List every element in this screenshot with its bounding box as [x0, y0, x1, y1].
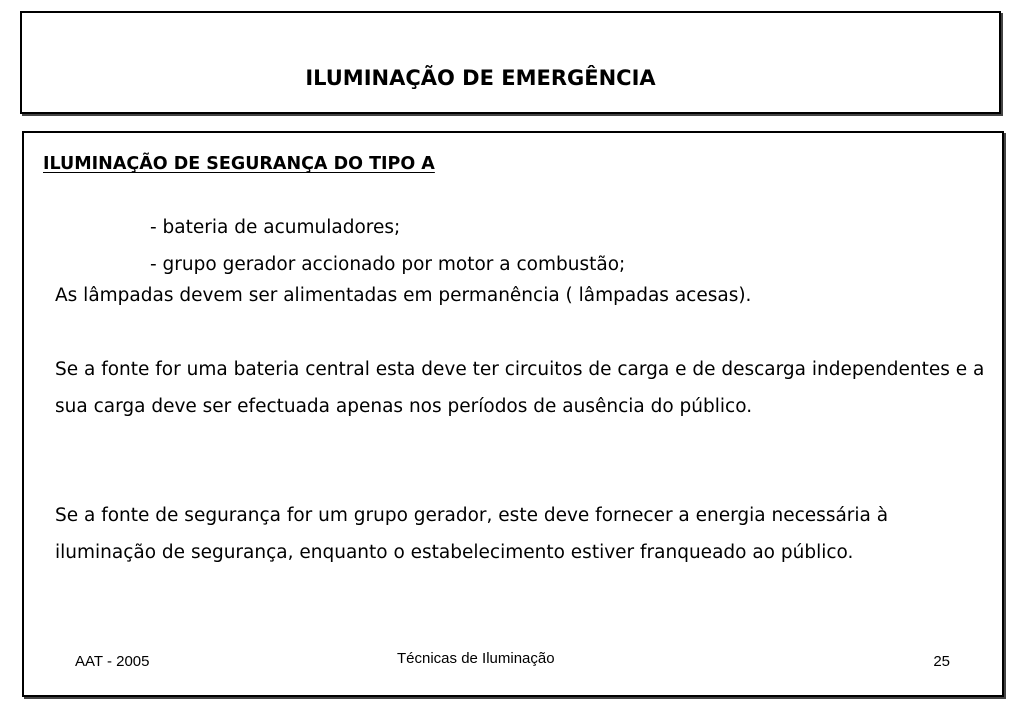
slide-title: ILUMINAÇÃO DE EMERGÊNCIA [305, 66, 656, 90]
content-frame [22, 131, 1004, 697]
footer-course-title: Técnicas de Iluminação [397, 650, 555, 667]
title-frame [20, 11, 1001, 114]
source-list [150, 209, 625, 283]
list-item: - bateria de acumuladores; [150, 217, 401, 238]
paragraph-central-battery: Se a fonte for uma bateria central esta deve ter circuitos de carga e de descarga independentes e a sua carga deve ser efectuada apenas nos períodos de ausência do público. [55, 359, 985, 417]
paragraph-generator-group: Se a fonte de segurança for um grupo gerador, este deve fornecer a energia necessária à iluminação de segurança, enquanto o estabelecimento estiver franqueado ao público. [55, 505, 889, 563]
paragraph-lamps-powered: As lâmpadas devem ser alimentadas em permanência ( lâmpadas acesas). [55, 285, 752, 306]
section-heading: ILUMINAÇÃO DE SEGURANÇA DO TIPO A [43, 154, 435, 174]
page-number: 25 [933, 653, 950, 670]
list-item: - grupo gerador accionado por motor a combustão; [150, 254, 626, 275]
footer-author-year: AAT - 2005 [75, 653, 150, 670]
